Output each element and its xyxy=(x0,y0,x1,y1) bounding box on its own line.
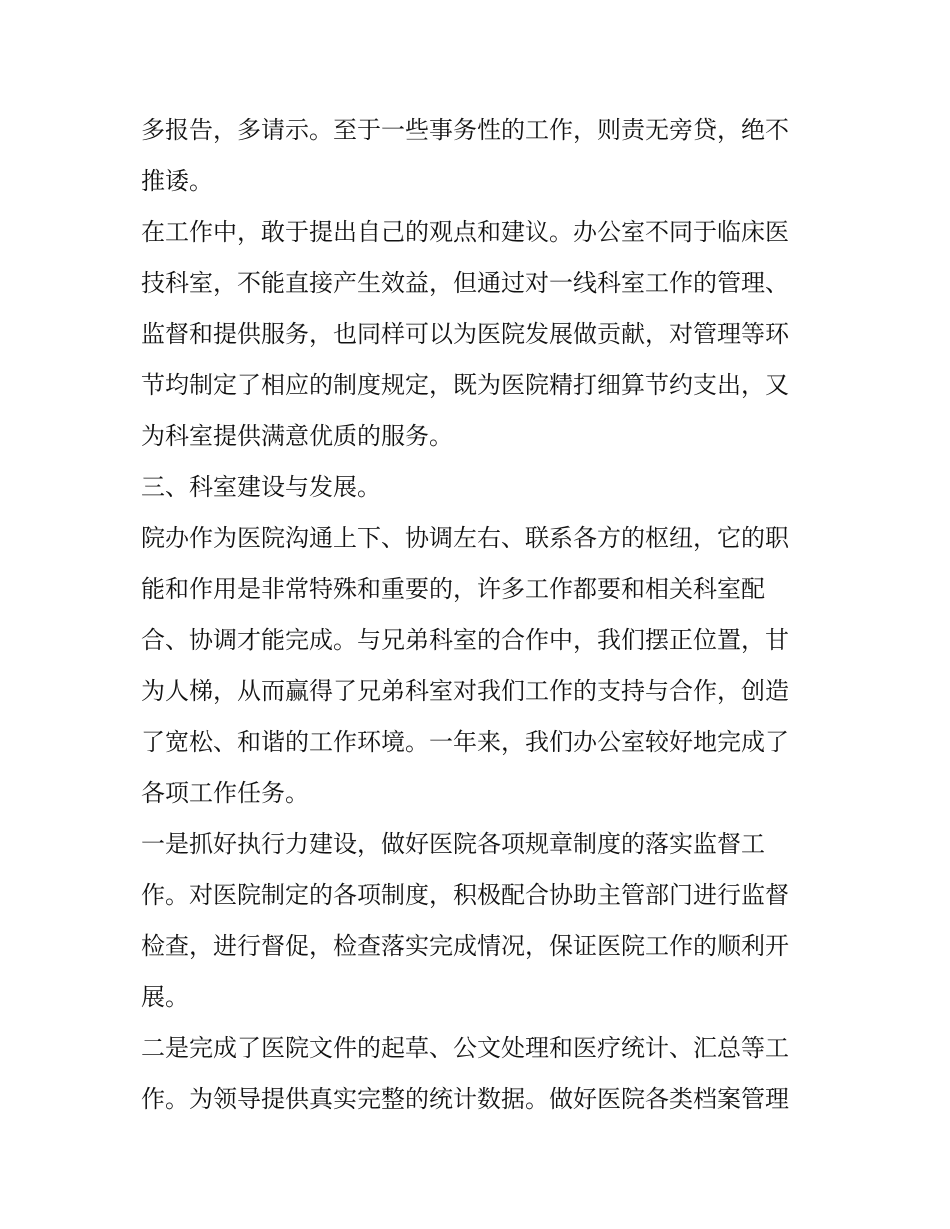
text-line: 多报告，多请示。至于一些事务性的工作，则责无旁贷，绝不 xyxy=(141,116,789,144)
document-body xyxy=(141,105,813,1125)
text-line: 院办作为医院沟通上下、协调左右、联系各方的枢纽，它的职 xyxy=(141,524,789,552)
text-line: 作。为领导提供真实完整的统计数据。做好医院各类档案管理 xyxy=(141,1085,789,1113)
text-line: 二是完成了医院文件的起草、公文处理和医疗统计、汇总等工 xyxy=(141,1034,789,1062)
text-line: 技科室，不能直接产生效益，但通过对一线科室工作的管理、 xyxy=(141,269,789,297)
text-line: 推诿。 xyxy=(141,167,213,195)
text-line: 在工作中，敢于提出自己的观点和建议。办公室不同于临床医 xyxy=(141,218,789,246)
text-line: 各项工作任务。 xyxy=(141,779,309,807)
section-heading: 三、科室建设与发展。 xyxy=(141,473,381,501)
text-line: 一是抓好执行力建设，做好医院各项规章制度的落实监督工 xyxy=(141,830,765,858)
text-line: 检查，进行督促，检查落实完成情况，保证医院工作的顺利开 xyxy=(141,932,789,960)
text-line: 展。 xyxy=(141,983,189,1011)
text-line: 作。对医院制定的各项制度，积极配合协助主管部门进行监督 xyxy=(141,881,789,909)
text-line: 节均制定了相应的制度规定，既为医院精打细算节约支出，又 xyxy=(141,371,789,399)
text-line: 为人梯，从而赢得了兄弟科室对我们工作的支持与合作，创造 xyxy=(141,677,789,705)
text-line: 为科室提供满意优质的服务。 xyxy=(141,422,453,450)
text-line: 合、协调才能完成。与兄弟科室的合作中，我们摆正位置，甘 xyxy=(141,626,789,654)
text-line: 监督和提供服务，也同样可以为医院发展做贡献，对管理等环 xyxy=(141,320,789,348)
text-line: 能和作用是非常特殊和重要的，许多工作都要和相关科室配 xyxy=(141,575,765,603)
text-line: 了宽松、和谐的工作环境。一年来，我们办公室较好地完成了 xyxy=(141,728,789,756)
